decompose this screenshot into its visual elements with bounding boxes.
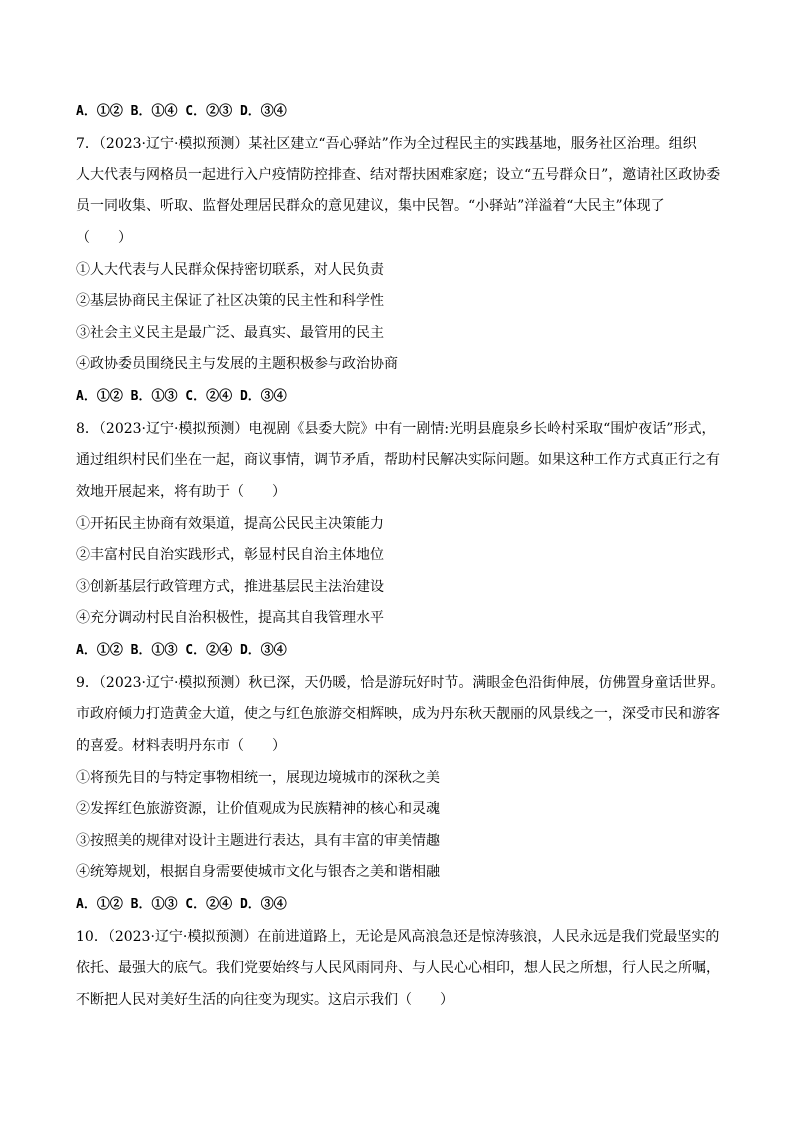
option-8-1: ①开拓民主协商有效渠道，提高公民民主决策能力 <box>76 516 384 532</box>
option-9-4: ④统筹规划，根据自身需要使城市文化与银杏之美和谐相融 <box>76 864 440 880</box>
option-7-1: ①人大代表与人民群众保持密切联系，对人民负责 <box>76 262 384 278</box>
option-9-2: ②发挥红色旅游资源，让价值观成为民族精神的核心和灵魂 <box>76 801 440 817</box>
question-9-line-3: 的喜爱。材料表明丹东市（ ） <box>76 738 286 754</box>
option-7-3: ③社会主义民主是最广泛、最真实、最管用的民主 <box>76 325 384 341</box>
option-9-3: ③按照美的规律对设计主题进行表达，具有丰富的审美情趣 <box>76 833 440 849</box>
question-9-line-1: 9．（2023·辽宁·模拟预测）秋已深，天仍暖，恰是游玩好时节。满眼金色沿街伸展，仿佛置身童话世界。 <box>76 675 725 691</box>
option-8-3: ③创新基层行政管理方式，推进基层民主法治建设 <box>76 579 384 595</box>
question-10-line-3: 不断把人民对美好生活的向往变为现实。这启示我们（ ） <box>76 992 454 1008</box>
question-8-line-3: 效地开展起来，将有助于（ ） <box>76 484 286 500</box>
question-9-line-2: 市政府倾力打造黄金大道，使之与红色旅游交相辉映，成为丹东秋天靓丽的风景线之一，深受市民和游客 <box>76 706 720 722</box>
option-7-2: ②基层协商民主保证了社区决策的民主性和科学性 <box>76 293 384 309</box>
question-7-blank: （ ） <box>76 230 132 246</box>
answer-choices-q7: A．①② B．①③ C．②④ D．③④ <box>76 389 287 404</box>
option-8-2: ②丰富村民自治实践形式，彰显村民自治主体地位 <box>76 547 384 563</box>
question-10-line-1: 10．（2023·辽宁·模拟预测）在前进道路上，无论是风高浪急还是惊涛骇浪，人民永远是我们党最坚实的 <box>76 929 720 945</box>
question-7-line-2: 人大代表与网格员一起进行入户疫情防控排查、结对帮扶困难家庭；设立“五号群众日”，邀请社区政协委 <box>76 167 721 183</box>
question-10-line-2: 依托、最强大的底气。我们党要始终与人民风雨同舟、与人民心心相印，想人民之所想，行人民之所嘱， <box>76 960 720 976</box>
question-8-line-2: 通过组织村民们坐在一起，商议事情，调节矛盾，帮助村民解决实际问题。如果这种工作方式真正行之有 <box>76 452 720 468</box>
answer-choices-q6: A．①② B．①④ C．②③ D．③④ <box>76 104 287 119</box>
question-7-line-3: 员一同收集、听取、监督处理居民群众的意见建议，集中民智。“小驿站”洋溢着“大民主”体现了 <box>76 198 665 214</box>
option-7-4: ④政协委员围绕民主与发展的主题积极参与政治协商 <box>76 356 398 372</box>
answer-choices-q8: A．①② B．①③ C．②④ D．③④ <box>76 643 287 658</box>
question-8-line-1: 8．（2023·辽宁·模拟预测）电视剧《县委大院》中有一剧情:光明县鹿泉乡长岭村采取“围炉夜话”形式， <box>76 421 716 437</box>
option-9-1: ①将预先目的与特定事物相统一，展现边境城市的深秋之美 <box>76 770 440 786</box>
option-8-4: ④充分调动村民自治积极性，提高其自我管理水平 <box>76 610 384 626</box>
question-7-line-1: 7．（2023·辽宁·模拟预测）某社区建立“吾心驿站”作为全过程民主的实践基地，服务社区治理。组织 <box>76 136 697 152</box>
answer-choices-q9: A．①② B．①③ C．②④ D．③④ <box>76 897 287 912</box>
